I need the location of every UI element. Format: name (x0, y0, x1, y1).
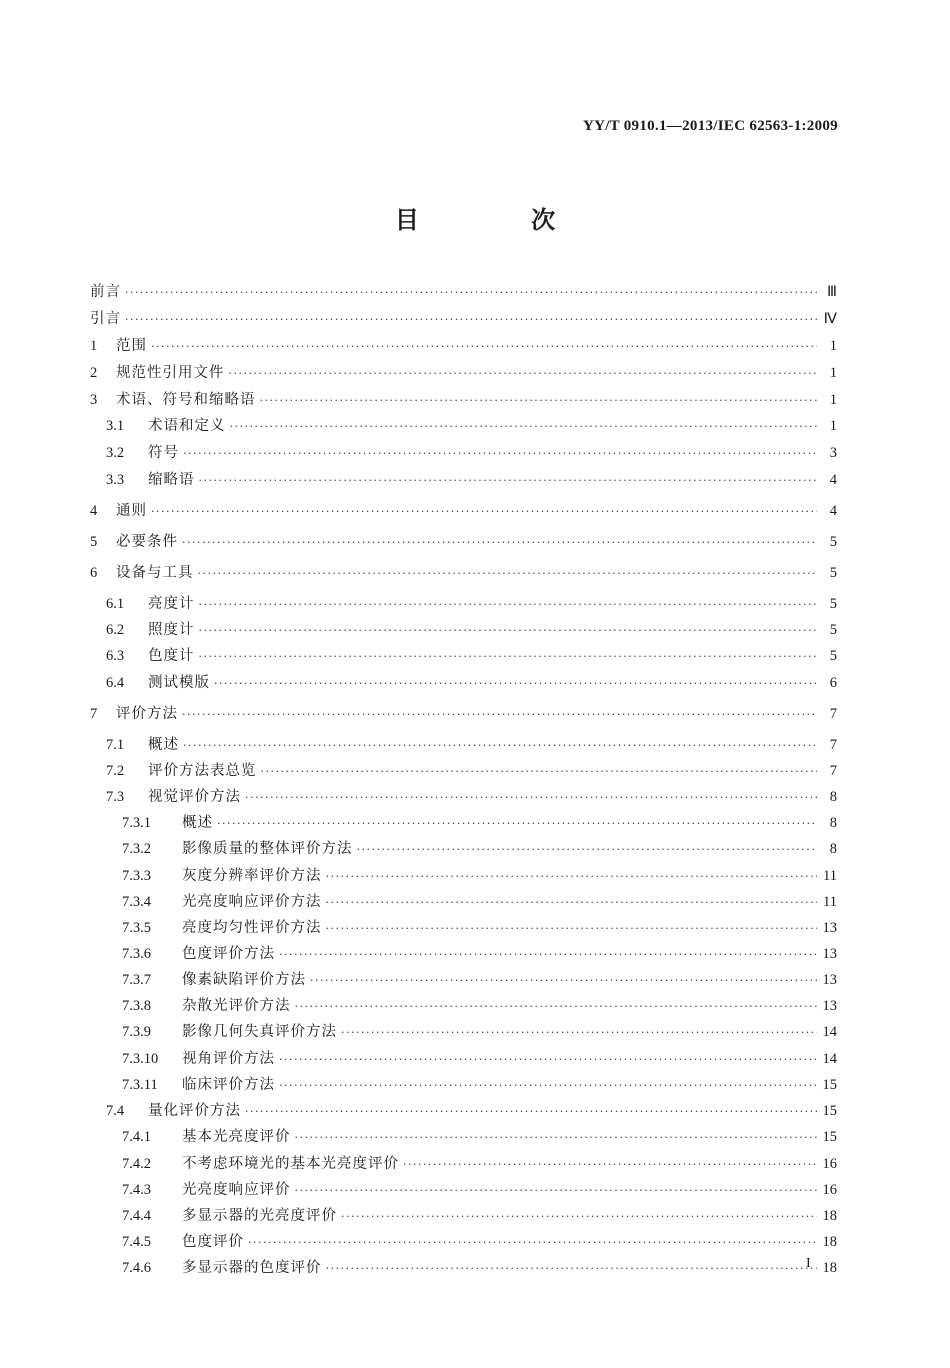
toc-entry-number: 7.3.7 (122, 972, 151, 988)
toc-entry-page: 15 (822, 1103, 837, 1119)
toc-entry-number: 6.2 (106, 622, 125, 638)
toc-entry[interactable] (90, 363, 837, 384)
toc-entry-number: 7.3.9 (122, 1024, 151, 1040)
dot-leader (151, 337, 817, 357)
toc-entry-page: 1 (829, 392, 837, 408)
toc-entry-page: 8 (829, 815, 837, 831)
toc-entry-label: 引言 (90, 311, 121, 327)
toc-entry-label: 色度计 (148, 648, 195, 664)
dot-leader (279, 1050, 817, 1070)
toc-entry[interactable] (90, 1101, 837, 1122)
toc-entry-label: 术语、符号和缩略语 (116, 392, 256, 408)
standard-code: YY/T 0910.1—2013/IEC 62563-1:2009 (582, 118, 838, 134)
toc-entry[interactable] (90, 735, 837, 756)
toc-entry-page: 11 (823, 868, 837, 884)
toc-entry-label: 照度计 (148, 622, 195, 638)
toc-entry-page: 1 (829, 338, 837, 354)
toc-entry[interactable] (90, 1127, 837, 1148)
toc-entry-number: 7.4.1 (122, 1129, 151, 1145)
toc-entry[interactable] (90, 646, 837, 667)
toc-entry-number: 7.4.6 (122, 1260, 151, 1276)
dot-leader (326, 919, 817, 939)
toc-entry-number: 3.1 (106, 418, 125, 434)
toc-entry-label: 术语和定义 (148, 418, 226, 434)
toc-entry-label: 多显示器的色度评价 (182, 1260, 322, 1276)
toc-entry-number: 7.3.1 (122, 815, 151, 831)
toc-entry-number: 7.1 (106, 737, 125, 753)
toc-entry-number: 7.3.4 (122, 894, 151, 910)
dot-leader (183, 736, 817, 756)
toc-entry[interactable] (90, 1206, 837, 1227)
toc-entry-number: 5 (90, 534, 98, 550)
dot-leader (279, 945, 817, 965)
toc-entry-number: 7.4.2 (122, 1156, 151, 1172)
toc-entry[interactable] (90, 282, 837, 303)
toc-entry-page: 16 (822, 1182, 837, 1198)
toc-entry-page: 1 (829, 365, 837, 381)
dot-leader (199, 647, 818, 667)
toc-entry-label: 范围 (116, 338, 147, 354)
toc-entry-number: 3.2 (106, 445, 125, 461)
toc-entry-number: 4 (90, 503, 98, 519)
toc-entry[interactable] (90, 866, 837, 887)
page-number: I (806, 1256, 811, 1271)
toc-entry-page: 5 (829, 565, 837, 581)
dot-leader (199, 471, 818, 491)
toc-entry-number: 2 (90, 365, 98, 381)
toc-entry-page: 15 (822, 1077, 837, 1093)
toc-entry-page: 15 (822, 1129, 837, 1145)
dot-leader (214, 674, 817, 694)
toc-entry-label: 多显示器的光亮度评价 (182, 1208, 337, 1224)
toc-entry[interactable] (90, 1022, 837, 1043)
dot-leader (341, 1023, 817, 1043)
toc-entry[interactable] (90, 563, 837, 584)
dot-leader (199, 595, 818, 615)
dot-leader (279, 1076, 817, 1096)
toc-entry-number: 7.4 (106, 1103, 125, 1119)
dot-leader (295, 997, 817, 1017)
dot-leader (295, 1181, 817, 1201)
toc-entry[interactable] (90, 787, 837, 808)
toc-entry-label: 缩略语 (148, 472, 195, 488)
toc-entry-label: 概述 (148, 737, 179, 753)
dot-leader (182, 533, 817, 553)
table-of-contents (90, 282, 837, 1279)
toc-entry-label: 灰度分辨率评价方法 (182, 868, 322, 884)
toc-entry-number: 7.3.8 (122, 998, 151, 1014)
toc-entry[interactable] (90, 336, 837, 357)
dot-leader (357, 840, 818, 860)
toc-entry-page: 6 (829, 675, 837, 691)
toc-entry-page: 13 (822, 998, 837, 1014)
toc-entry[interactable] (90, 704, 837, 725)
toc-entry[interactable] (90, 996, 837, 1017)
toc-entry-page: 5 (829, 648, 837, 664)
toc-entry-label: 前言 (90, 284, 121, 300)
dot-leader (295, 1128, 817, 1148)
toc-entry-number: 7.3.10 (122, 1051, 159, 1067)
page-title: 目 次 (394, 206, 608, 234)
dot-leader (183, 444, 817, 464)
toc-entry-number: 7.3.3 (122, 868, 151, 884)
toc-entry[interactable] (90, 813, 837, 834)
toc-entry[interactable] (90, 892, 837, 913)
dot-leader (326, 1259, 817, 1279)
toc-entry-page: 16 (822, 1156, 837, 1172)
toc-entry-page: 7 (829, 763, 837, 779)
toc-entry-page: 13 (822, 946, 837, 962)
toc-entry[interactable] (90, 1154, 837, 1175)
toc-entry-number: 7.4.3 (122, 1182, 151, 1198)
toc-entry[interactable] (90, 1180, 837, 1201)
toc-entry-label: 规范性引用文件 (116, 365, 225, 381)
toc-entry-number: 7.3.2 (122, 841, 151, 857)
toc-entry-label: 像素缺陷评价方法 (182, 972, 306, 988)
toc-entry-label: 亮度计 (148, 596, 195, 612)
toc-entry-label: 色度评价 (182, 1234, 244, 1250)
toc-entry-label: 符号 (148, 445, 179, 461)
toc-entry[interactable] (90, 443, 837, 464)
toc-entry-label: 不考虑环境光的基本光亮度评价 (182, 1156, 399, 1172)
toc-entry-page: 14 (822, 1051, 837, 1067)
toc-entry-page: 14 (822, 1024, 837, 1040)
toc-entry-number: 7.4.4 (122, 1208, 151, 1224)
toc-entry[interactable] (90, 1258, 837, 1279)
toc-entry-label: 杂散光评价方法 (182, 998, 291, 1014)
toc-entry-page: 18 (822, 1260, 837, 1276)
toc-entry-label: 亮度均匀性评价方法 (182, 920, 322, 936)
dot-leader (326, 893, 818, 913)
dot-leader (125, 283, 817, 303)
toc-entry-number: 7.3.5 (122, 920, 151, 936)
toc-entry-number: 3.3 (106, 472, 125, 488)
dot-leader (229, 364, 818, 384)
dot-leader (260, 391, 818, 411)
toc-entry-page: 1 (829, 418, 837, 434)
toc-entry-label: 概述 (182, 815, 213, 831)
toc-entry-number: 7 (90, 706, 98, 722)
toc-entry[interactable] (90, 944, 837, 965)
toc-entry-label: 必要条件 (116, 534, 178, 550)
toc-entry-label: 视觉评价方法 (148, 789, 241, 805)
toc-entry[interactable] (90, 1232, 837, 1253)
toc-entry-page: 5 (829, 596, 837, 612)
toc-entry[interactable] (90, 1075, 837, 1096)
toc-entry-number: 7.3.11 (122, 1077, 158, 1093)
toc-entry[interactable] (90, 470, 837, 491)
toc-entry-page: 11 (823, 894, 837, 910)
dot-leader (248, 1233, 817, 1253)
toc-entry-page: 13 (822, 920, 837, 936)
dot-leader (341, 1207, 817, 1227)
dot-leader (310, 971, 817, 991)
toc-entry-page: 8 (829, 789, 837, 805)
toc-entry-label: 量化评价方法 (148, 1103, 241, 1119)
dot-leader (199, 621, 818, 641)
toc-entry[interactable] (90, 620, 837, 641)
toc-entry[interactable] (90, 918, 837, 939)
toc-entry-number: 6.1 (106, 596, 125, 612)
dot-leader (230, 417, 818, 437)
toc-entry-number: 1 (90, 338, 98, 354)
toc-entry-page: 4 (829, 503, 837, 519)
toc-entry-page: 4 (829, 472, 837, 488)
toc-entry-label: 测试模版 (148, 675, 210, 691)
dot-leader (403, 1155, 817, 1175)
toc-entry[interactable] (90, 594, 837, 615)
toc-entry-page: 5 (829, 534, 837, 550)
dot-leader (245, 788, 817, 808)
toc-entry[interactable] (90, 390, 837, 411)
toc-entry[interactable] (90, 501, 837, 522)
toc-entry-number: 7.2 (106, 763, 125, 779)
toc-entry-label: 光亮度响应评价 (182, 1182, 291, 1198)
toc-entry-page: 13 (822, 972, 837, 988)
toc-entry-label: 评价方法表总览 (148, 763, 257, 779)
toc-entry-page: 5 (829, 622, 837, 638)
toc-entry-label: 色度评价方法 (182, 946, 275, 962)
toc-entry-label: 视角评价方法 (182, 1051, 275, 1067)
toc-entry-number: 6.4 (106, 675, 125, 691)
toc-entry-label: 影像质量的整体评价方法 (182, 841, 353, 857)
toc-entry[interactable] (90, 673, 837, 694)
toc-entry-page: 8 (829, 841, 837, 857)
toc-entry-label: 评价方法 (116, 706, 178, 722)
toc-entry-page: 7 (829, 737, 837, 753)
toc-entry-page: 7 (829, 706, 837, 722)
dot-leader (326, 867, 818, 887)
toc-entry-page: 18 (822, 1208, 837, 1224)
toc-entry-label: 光亮度响应评价方法 (182, 894, 322, 910)
dot-leader (245, 1102, 817, 1122)
toc-entry-number: 6 (90, 565, 98, 581)
toc-entry-label: 基本光亮度评价 (182, 1129, 291, 1145)
toc-entry-page: Ⅳ (823, 311, 837, 327)
dot-leader (182, 705, 817, 725)
dot-leader (198, 564, 818, 584)
toc-entry[interactable] (90, 1049, 837, 1070)
toc-entry[interactable] (90, 839, 837, 860)
toc-entry[interactable] (90, 970, 837, 991)
toc-entry-number: 7.4.5 (122, 1234, 151, 1250)
dot-leader (151, 502, 817, 522)
toc-entry-number: 6.3 (106, 648, 125, 664)
toc-entry-page: 18 (822, 1234, 837, 1250)
toc-entry-page: 3 (829, 445, 837, 461)
toc-entry[interactable] (90, 761, 837, 782)
toc-entry-label: 设备与工具 (116, 565, 194, 581)
toc-entry-number: 7.3.6 (122, 946, 151, 962)
dot-leader (125, 310, 817, 330)
toc-entry[interactable] (90, 309, 837, 330)
toc-entry-page: Ⅲ (827, 284, 837, 300)
toc-entry[interactable] (90, 416, 837, 437)
dot-leader (261, 762, 818, 782)
toc-entry-label: 临床评价方法 (182, 1077, 275, 1093)
toc-entry[interactable] (90, 532, 837, 553)
toc-entry-number: 7.3 (106, 789, 125, 805)
toc-entry-label: 通则 (116, 503, 147, 519)
dot-leader (217, 814, 817, 834)
toc-entry-label: 影像几何失真评价方法 (182, 1024, 337, 1040)
toc-entry-number: 3 (90, 392, 98, 408)
